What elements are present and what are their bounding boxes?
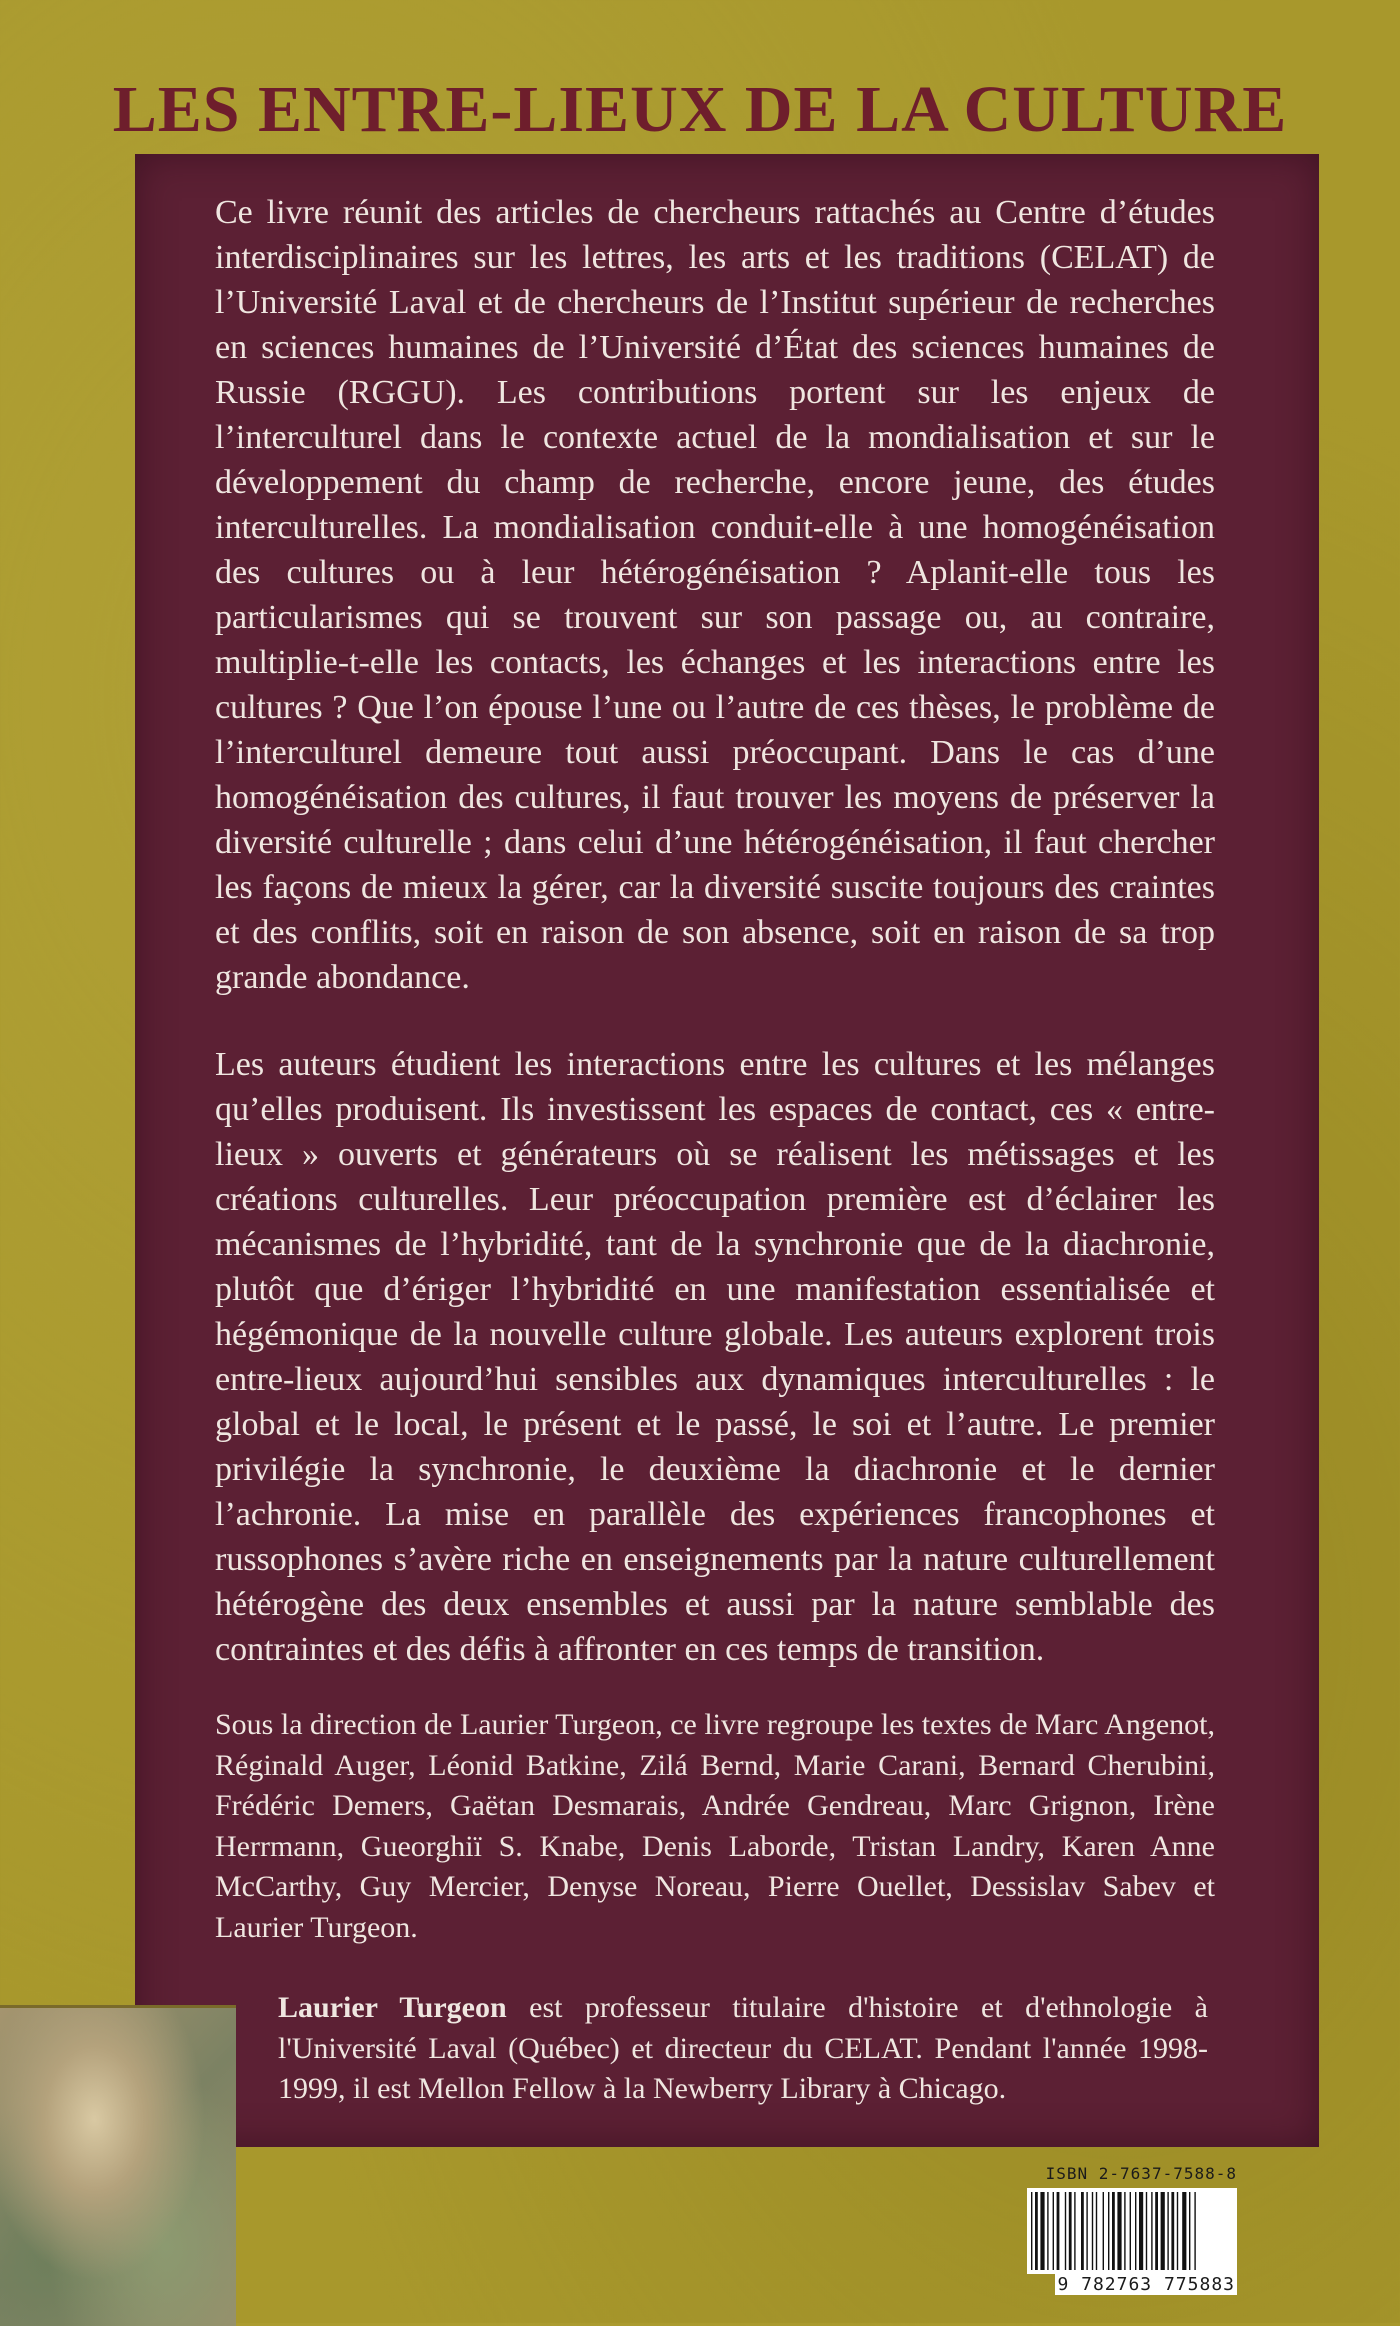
barcode-number: 9 782763 775883 <box>1057 2274 1235 2295</box>
barcode-bar <box>1086 2192 1087 2270</box>
barcode-bar <box>1108 2192 1109 2270</box>
author-bio-text: est professeur titulaire d'histoire et d'ethnologie à l'Université Laval (Québec) et directeur du CELAT. Pendant l'année 1998-1999, il est Mellon Fellow à la Newberry Library à Chicago. <box>278 1991 1208 2105</box>
barcode-bar <box>1103 2192 1104 2270</box>
barcode-bar <box>1171 2192 1174 2270</box>
barcode-bar <box>1081 2192 1084 2270</box>
barcode-bar <box>1130 2192 1131 2270</box>
barcode-bar <box>1135 2192 1136 2270</box>
barcode-bar <box>1031 2192 1032 2270</box>
author-bio <box>278 1988 1208 2110</box>
summary-paragraph-2: Les auteurs étudient les interactions entre les cultures et les mélanges qu’elles produisent. Ils investissent les espaces de contact, ces « entre-lieux » ouverts et générateurs où se réalisent les métissages et les créations culturelles. Leur préoccupation première est d’éclairer les mécanismes de l’hybridité, tant de la synchronie que de la diachronie, plutôt que d’ériger l’hybridité en une manifestation essentialisée et hégémonique de la nouvelle culture globale. Les auteurs explorent trois entre-lieux aujourd’hui sensibles aux dynamiques interculturelles : le global et le local, le présent et le passé, le soi et l’autre. Le premier privilégie la synchronie, le deuxième la diachronie et le dernier l’achronie. La mise en parallèle des expériences francophones et russophones s’avère riche en enseignements par la nature culturellement hétérogène des deux ensembles et aussi par la nature semblable des contraintes et des défis à affronter en ces temps de transition. <box>215 1046 1215 1668</box>
barcode-bar <box>1117 2192 1121 2270</box>
barcode-bar <box>1065 2192 1066 2270</box>
barcode-bar <box>1182 2192 1186 2270</box>
barcode-bar <box>1069 2192 1072 2270</box>
barcode-bar <box>1040 2192 1044 2270</box>
barcode-graphic <box>1027 2188 1237 2274</box>
barcode-bar <box>1112 2192 1115 2270</box>
barcode-bar <box>1057 2192 1060 2270</box>
author-name: Laurier Turgeon <box>278 1991 507 2024</box>
barcode-bar <box>1194 2192 1195 2270</box>
barcode-bar <box>1124 2192 1125 2270</box>
barcode-bars <box>1027 2188 1237 2274</box>
barcode-bar <box>1146 2192 1147 2270</box>
isbn-label: ISBN 2-7637-7588-8 <box>1045 2164 1237 2183</box>
barcode-bar <box>1074 2192 1075 2270</box>
barcode-bar <box>1139 2192 1143 2270</box>
barcode-bar <box>1161 2192 1165 2270</box>
back-cover-text-panel <box>135 154 1319 2147</box>
barcode-bar <box>1035 2192 1038 2270</box>
barcode-bar <box>1189 2192 1190 2270</box>
summary-paragraph-1: Ce livre réunit des articles de chercheurs rattachés au Centre d’études interdisciplinaires sur les lettres, les arts et les traditions (CELAT) de l’Université Laval et de chercheurs de l’Institut supérieur de recherches en sciences humaines de l’Université d’État des sciences humaines de Russie (RGGU). Les contributions portent sur les enjeux de l’interculturel dans le contexte actuel de la mondialisation et sur le développement du champ de recherche, encore jeune, des études interculturelles. La mondialisation conduit-elle à une homogénéisation des cultures ou à leur hétérogénéisation ? Aplanit-elle tous les particularismes qui se trouvent sur son passage ou, au contraire, multiplie-t-elle les contacts, les échanges et les interactions entre les cultures ? Que l’on épouse l’une ou l’autre de ces thèses, le problème de l’interculturel demeure tout aussi préoccupant. Dans le cas d’une homogénéisation des cultures, il faut trouver les moyens de préserver la diversité culturelle ; dans celui d’une hétérogénéisation, il faut chercher les façons de mieux la gérer, car la diversité suscite toujours des craintes et des conflits, soit en raison de son absence, soit en raison de sa trop grande abondance. <box>215 194 1215 996</box>
barcode-block <box>1012 2164 1237 2298</box>
barcode-bar <box>1167 2192 1168 2270</box>
barcode-bar <box>1151 2192 1152 2270</box>
barcode-bar <box>1047 2192 1048 2270</box>
cover-painting-fragment <box>0 2005 236 2326</box>
barcode-bar <box>1155 2192 1158 2270</box>
contributors-paragraph: Sous la direction de Laurier Turgeon, ce livre regroupe les textes de Marc Angenot, Réginald Auger, Léonid Batkine, Zilá Bernd, Marie Carani, Bernard Cherubini, Frédéric Demers, Gaëtan Desmarais, Andrée Gendreau, Marc Grignon, Irène Herrmann, Gueorghiï S. Knabe, Denis Laborde, Tristan Landry, Karen Anne McCarthy, Guy Mercier, Denyse Noreau, Pierre Ouellet, Dessislav Sabev et Laurier Turgeon. <box>215 1708 1216 1944</box>
barcode-bar <box>1053 2192 1054 2270</box>
book-title: LES ENTRE-LIEUX DE LA CULTURE <box>112 73 1288 146</box>
barcode-bar <box>1092 2192 1093 2270</box>
barcode-bar <box>1177 2192 1178 2270</box>
barcode-bar <box>1096 2192 1097 2270</box>
